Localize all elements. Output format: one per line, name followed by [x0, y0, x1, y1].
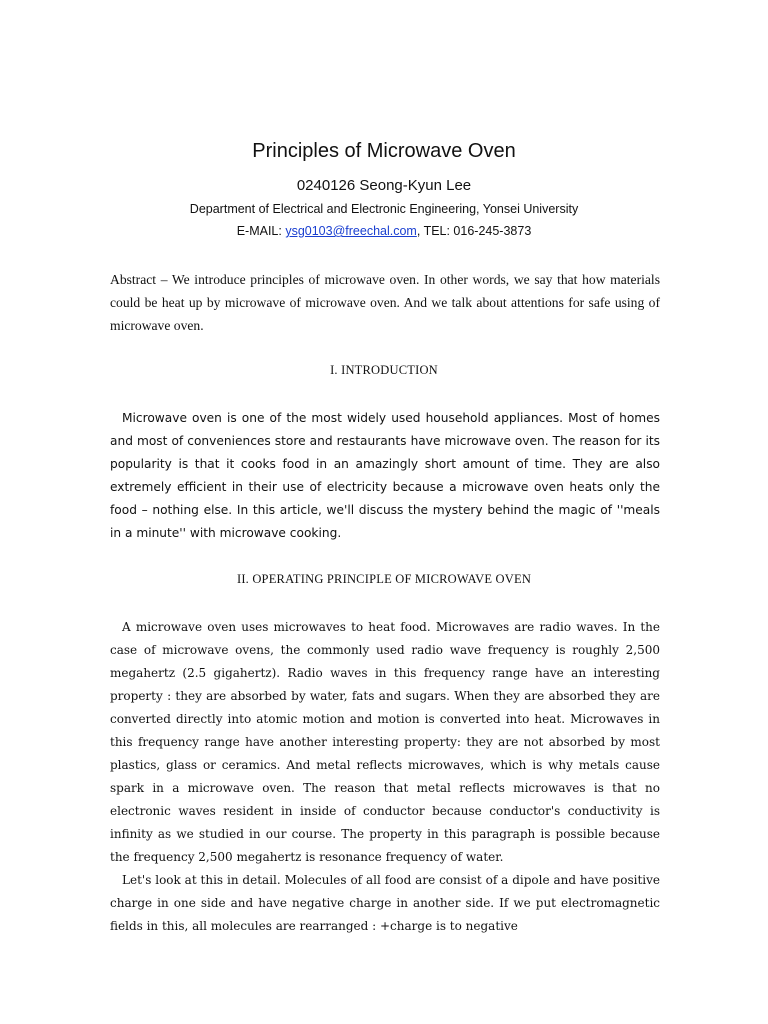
email-link[interactable]: ysg0103@freechal.com [285, 224, 417, 238]
email-label: E-MAIL: [236, 224, 286, 238]
abstract: Abstract – We introduce principles of microwave oven. In other words, we say that how materials could be heat up by microwave of microwave oven. And we talk about attentions for safe using of microwave oven. [110, 272, 660, 333]
paragraph: Let's look at this in detail. Molecules of all food are consist of a dipole and have positive charge in one side and have negative charge in another side. If we put electromagnetic fields in this, all molecules are rearranged : +charge is to negative [110, 873, 660, 933]
section-body-introduction [110, 407, 660, 545]
author-line: 0240126 Seong-Kyun Lee [296, 177, 472, 194]
tel-text: , TEL: 016-245-3873 [416, 224, 532, 238]
paragraph: Microwave oven is one of the most widely used household appliances. Most of homes and most of conveniences store and restaurants have microwave oven. The reason for its popularity is that it cooks food in an amazingly short amount of time. They are also extremely efficient in their use of electricity because a microwave oven heats only the food – nothing else. In this article, we'll discuss the mystery behind the magic of ''meals in a minute'' with microwave cooking. [110, 411, 660, 540]
section-heading-introduction: I. INTRODUCTION [330, 363, 438, 377]
affiliation: Department of Electrical and Electronic Engineering, Yonsei University [189, 202, 579, 216]
section-heading-operating-principle: II. OPERATING PRINCIPLE OF MICROWAVE OVEN [236, 572, 532, 586]
paragraph: A microwave oven uses microwaves to heat food. Microwaves are radio waves. In the case of microwave ovens, the commonly used radio wave frequency is roughly 2,500 megahertz (2.5 gigahertz). Radio waves in this frequency range have an interesting property : they are absorbed by water, fats and sugars. When they are absorbed they are converted directly into atomic motion and motion is converted into heat. Microwaves in this frequency range have another interesting property: they are not absorbed by most plastics, glass or ceramics. And metal reflects microwaves, which is why metals cause spark in a microwave oven. The reason that metal reflects microwaves is that no electronic waves resident in inside of conductor because conductor's conductivity is infinity as we studied in our course. The property in this paragraph is possible because the frequency 2,500 megahertz is resonance frequency of water. [110, 620, 660, 864]
contact-line [0, 224, 768, 238]
paper-title: Principles of Microwave Oven [252, 140, 516, 162]
section-body-operating-principle [110, 616, 660, 938]
